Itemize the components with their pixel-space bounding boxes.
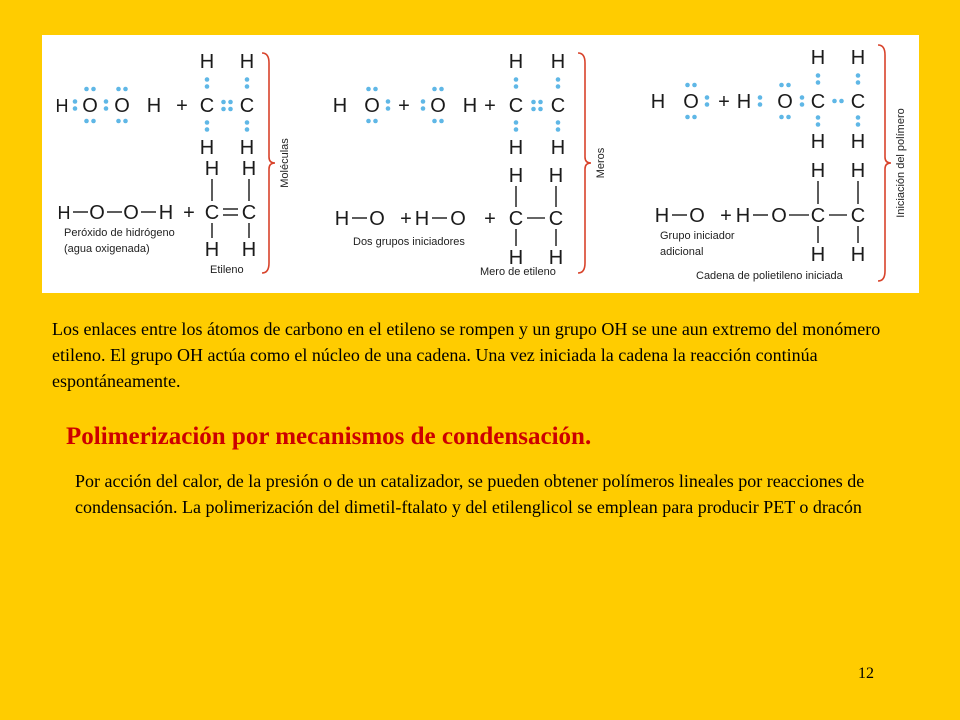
electron-dot	[692, 115, 697, 120]
hydrogen-symbol: H	[239, 137, 255, 159]
hydrogen-symbol: H	[810, 160, 826, 182]
electron-dot	[73, 106, 78, 111]
hydrogen-symbol: H	[204, 239, 220, 261]
hydrogen-symbol: H	[810, 131, 826, 153]
electron-dot	[816, 122, 821, 127]
electron-dot	[432, 87, 437, 92]
oxygen-symbol: O	[364, 95, 380, 117]
polyethylene-chain-caption: Cadena de polietileno iniciada	[696, 270, 843, 282]
plus-symbol: +	[183, 202, 195, 224]
electron-dot	[373, 119, 378, 124]
additional-initiator-subcaption: adicional	[660, 246, 704, 258]
ethylene-caption: Etileno	[210, 264, 244, 276]
electron-dot	[116, 87, 121, 92]
carbon-symbol: C	[810, 91, 826, 113]
oxygen-symbol: O	[114, 95, 130, 117]
hydrogen-symbol: H	[241, 158, 257, 180]
oxygen-symbol: O	[82, 95, 98, 117]
hydrogen-symbol: H	[332, 95, 348, 117]
hydrogen-symbol: H	[654, 205, 670, 227]
hydrogen-symbol: H	[850, 244, 866, 266]
electron-dot	[221, 100, 226, 105]
electron-dot	[538, 100, 543, 105]
electron-dot	[421, 106, 426, 111]
carbon-symbol: C	[850, 91, 866, 113]
hydrogen-symbol: H	[508, 137, 524, 159]
electron-dot	[514, 84, 519, 89]
electron-dot	[816, 73, 821, 78]
oxygen-symbol: O	[123, 202, 139, 224]
electron-dot	[556, 84, 561, 89]
hydrogen-symbol: H	[735, 205, 751, 227]
electron-dot	[556, 120, 561, 125]
hydrogen-symbol: H	[239, 51, 255, 73]
oxygen-symbol: O	[683, 91, 699, 113]
electron-dot	[816, 80, 821, 85]
electron-dot	[856, 122, 861, 127]
bracket-brace	[578, 53, 591, 273]
electron-dot	[91, 87, 96, 92]
hydrogen-symbol: H	[650, 91, 666, 113]
hydrogen-symbol: H	[850, 160, 866, 182]
electron-dot	[91, 119, 96, 124]
molecules-label: Moléculas	[279, 138, 291, 188]
electron-dot	[123, 119, 128, 124]
electron-dot	[556, 127, 561, 132]
electron-dot	[556, 77, 561, 82]
hydrogen-symbol: H	[204, 158, 220, 180]
electron-dot	[228, 100, 233, 105]
hydrogen-symbol: H	[550, 51, 566, 73]
polymerization-diagram	[42, 35, 919, 293]
electron-dot	[221, 107, 226, 112]
carbon-symbol: C	[508, 95, 524, 117]
electron-dot	[373, 87, 378, 92]
hydrogen-symbol: H	[199, 51, 215, 73]
carbon-symbol: C	[810, 205, 826, 227]
hydrogen-symbol: H	[55, 96, 69, 116]
ethylene-mer-caption: Mero de etileno	[480, 266, 556, 278]
electron-dot	[245, 84, 250, 89]
electron-dot	[123, 87, 128, 92]
hydrogen-symbol: H	[736, 91, 752, 113]
electron-dot	[514, 77, 519, 82]
electron-dot	[432, 119, 437, 124]
oxygen-symbol: O	[689, 205, 705, 227]
electron-dot	[856, 73, 861, 78]
electron-dot	[116, 119, 121, 124]
hydrogen-symbol: H	[158, 202, 174, 224]
electron-dot	[758, 102, 763, 107]
electron-dot	[514, 127, 519, 132]
electron-dot	[692, 83, 697, 88]
electron-dot	[685, 83, 690, 88]
electron-dot	[786, 115, 791, 120]
electron-dot	[245, 127, 250, 132]
electron-dot	[514, 120, 519, 125]
hydrogen-symbol: H	[57, 203, 71, 223]
electron-dot	[705, 102, 710, 107]
electron-dot	[245, 77, 250, 82]
electron-dot	[386, 99, 391, 104]
diagram-svg	[42, 35, 919, 293]
hydrogen-symbol: H	[199, 137, 215, 159]
carbon-symbol: C	[204, 202, 220, 224]
electron-dot	[832, 99, 837, 104]
carbon-symbol: C	[548, 208, 564, 230]
electron-dot	[839, 99, 844, 104]
electron-dot	[84, 119, 89, 124]
electron-dot	[856, 80, 861, 85]
electron-dot	[685, 115, 690, 120]
electron-dot	[228, 107, 233, 112]
carbon-symbol: C	[850, 205, 866, 227]
electron-dot	[73, 99, 78, 104]
hydrogen-symbol: H	[548, 165, 564, 187]
oxygen-symbol: O	[450, 208, 466, 230]
electron-dot	[245, 120, 250, 125]
carbon-symbol: C	[241, 202, 257, 224]
hydrogen-symbol: H	[810, 47, 826, 69]
electron-dot	[205, 77, 210, 82]
hydrogen-symbol: H	[850, 47, 866, 69]
plus-symbol: +	[484, 208, 496, 230]
electron-dot	[800, 95, 805, 100]
plus-symbol: +	[720, 205, 732, 227]
electron-dot	[856, 115, 861, 120]
hydrogen-peroxide-caption: Peróxido de hidrógeno	[64, 227, 175, 239]
bracket-brace	[878, 45, 891, 281]
electron-dot	[779, 83, 784, 88]
plus-symbol: +	[400, 208, 412, 230]
electron-dot	[366, 119, 371, 124]
electron-dot	[786, 83, 791, 88]
electron-dot	[205, 127, 210, 132]
hydrogen-symbol: H	[508, 247, 524, 269]
electron-dot	[205, 84, 210, 89]
carbon-symbol: C	[239, 95, 255, 117]
initiator-groups-caption: Dos grupos iniciadores	[353, 236, 465, 248]
mers-label: Meros	[595, 147, 607, 179]
polymer-initiation-label: Iniciación del polímero	[895, 108, 907, 218]
electron-dot	[421, 99, 426, 104]
oxygen-symbol: O	[777, 91, 793, 113]
electron-dot	[366, 87, 371, 92]
electron-dot	[531, 107, 536, 112]
hydrogen-peroxide-subcaption: (agua oxigenada)	[64, 243, 150, 255]
electron-dot	[386, 106, 391, 111]
electron-dot	[800, 102, 805, 107]
electron-dot	[104, 99, 109, 104]
electron-dot	[538, 107, 543, 112]
additional-initiator-caption: Grupo iniciador	[660, 230, 735, 242]
oxygen-symbol: O	[430, 95, 446, 117]
plus-symbol: +	[176, 95, 188, 117]
hydrogen-symbol: H	[548, 247, 564, 269]
electron-dot	[758, 95, 763, 100]
explanation-paragraph: Los enlaces entre los átomos de carbono en el etileno se rompen y un grupo OH se une aun extremo del monómero etileno. El grupo OH actúa como el núcleo de una cadena. Una vez iniciada la cadena la reacción continúa espontáneamente.	[52, 319, 881, 391]
electron-dot	[531, 100, 536, 105]
hydrogen-symbol: H	[146, 95, 162, 117]
plus-symbol: +	[484, 95, 496, 117]
electron-dot	[439, 87, 444, 92]
oxygen-symbol: O	[369, 208, 385, 230]
plus-symbol: +	[398, 95, 410, 117]
oxygen-symbol: O	[771, 205, 787, 227]
electron-dot	[439, 119, 444, 124]
electron-dot	[816, 115, 821, 120]
carbon-symbol: C	[199, 95, 215, 117]
hydrogen-symbol: H	[414, 208, 430, 230]
oxygen-symbol: O	[89, 202, 105, 224]
electron-dot	[705, 95, 710, 100]
electron-dot	[84, 87, 89, 92]
hydrogen-symbol: H	[508, 165, 524, 187]
hydrogen-symbol: H	[550, 137, 566, 159]
electron-dot	[104, 106, 109, 111]
carbon-symbol: C	[508, 208, 524, 230]
condensation-paragraph: Por acción del calor, de la presión o de un catalizador, se pueden obtener polímeros lineales por reacciones de condensación. La polimerización del dimetil-ftalato y del etilenglicol se emplean para producir PET o dracón	[75, 471, 865, 517]
electron-dot	[205, 120, 210, 125]
hydrogen-symbol: H	[462, 95, 478, 117]
plus-symbol: +	[718, 91, 730, 113]
hydrogen-symbol: H	[850, 131, 866, 153]
hydrogen-symbol: H	[241, 239, 257, 261]
hydrogen-symbol: H	[508, 51, 524, 73]
bracket-brace	[262, 53, 275, 273]
page-number: 12	[858, 665, 874, 682]
section-heading: Polimerización por mecanismos de condensación.	[66, 423, 592, 450]
electron-dot	[779, 115, 784, 120]
carbon-symbol: C	[550, 95, 566, 117]
hydrogen-symbol: H	[334, 208, 350, 230]
hydrogen-symbol: H	[810, 244, 826, 266]
